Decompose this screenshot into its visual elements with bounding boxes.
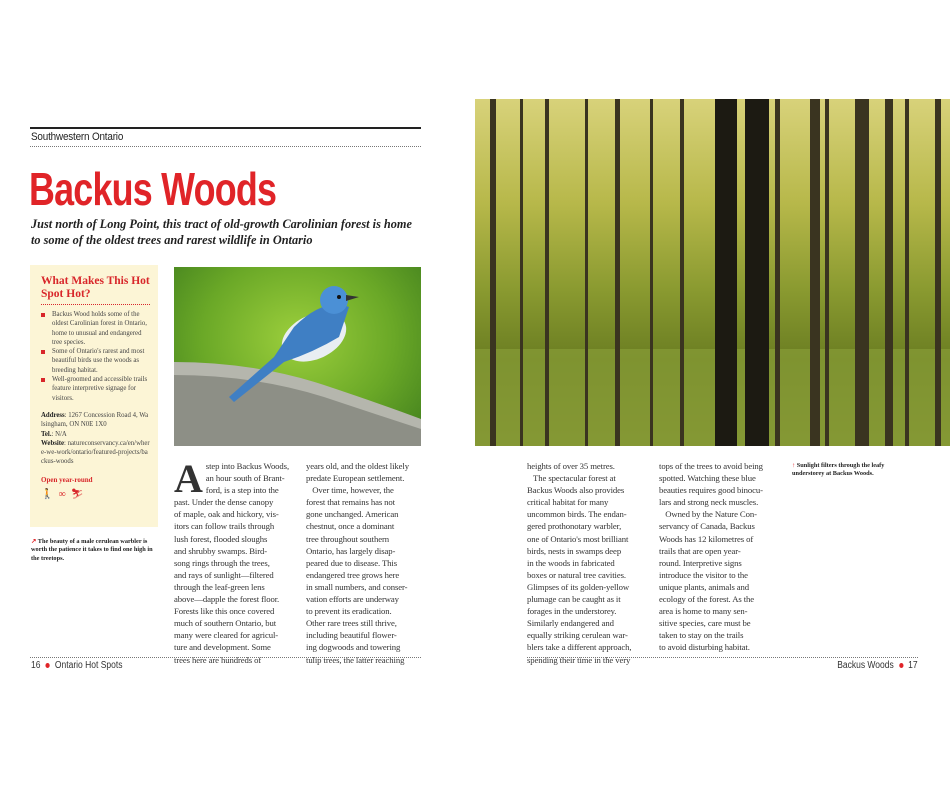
sidebar-list [41,310,150,403]
text-line: heights of over 35 metres. [527,461,615,471]
tree-trunk [615,99,620,446]
text-line: birds, nests in swamps deep [527,545,622,556]
tree-trunk [855,99,869,446]
cerulean-warbler-photo [174,267,421,446]
address-label: Address [41,411,65,419]
body-column-2 [306,460,422,666]
text-line: years old, and the oldest likely [306,461,409,471]
text-line: song rings through the trees, [174,557,270,568]
subtitle: Just north of Long Point, this tract of old-growth Carolinian forest is home to some of the oldest trees and rarest wildlife in Ontario [31,217,412,247]
text-line: servancy of Canada, Backus [659,521,755,532]
footer-right [838,660,918,671]
text-line: endangered tree grows here [306,569,400,580]
header-rule [30,127,421,129]
text-line: tulip trees, the latter reaching [306,654,405,665]
tree-trunk [520,99,523,446]
caption-text: Sunlight filters through the leafy understorey at Backus Woods. [792,462,885,478]
text-line: to avoid disturbing habitat. [659,642,750,653]
body-column-1 [174,456,298,665]
text-line: area is home to many sen- [659,606,748,617]
page-number: 16 [31,660,41,671]
cross-country-ski-icon: ⛷ [70,488,84,500]
text-line: much of southern Ontario, but [174,618,277,629]
open-hours: Open year-round [41,475,93,484]
body-column-4 [659,460,779,654]
tree-trunk [885,99,893,446]
text-line: step into Backus Woods, [205,461,290,471]
text-line: in the woods in fabricated [527,557,615,568]
activity-icons [41,489,150,500]
arrow-icon: ↗ [31,538,38,545]
sidebar-box [30,265,158,527]
drop-cap: A [174,456,203,501]
text-line: trails that are open year- [659,545,741,556]
hiking-icon: 🚶 [41,488,54,500]
text-line: equally striking cerulean war- [527,630,628,641]
text-line: to prevent its eradication. [306,606,392,617]
text-line: forages in the understorey. [527,606,617,617]
header-divider [30,146,421,147]
text-line: Ontario, has largely disap- [306,545,396,556]
text-line: lars and strong neck muscles. [659,497,759,508]
text-line: above—dapple the forest floor. [174,594,280,605]
body-column-3 [527,460,647,666]
text-line: ford, is a step into the [205,485,279,496]
text-line: through the leaf-green lens [174,581,265,592]
text-line: blers take a different approach, [527,642,632,653]
tree-trunk [810,99,820,446]
text-line: past. Under the dense canopy [174,497,274,508]
footer-divider-right [527,657,918,658]
footer-title: Ontario Hot Spots [54,660,123,671]
text-line: spotted. Watching these blue [659,473,756,484]
text-line: forest that remains has not [306,497,395,508]
text-line: boxes or natural tree cavities. [527,569,626,580]
footer-left [31,660,122,671]
text-line: Over time, however, the [306,485,394,496]
website: : natureconservancy.ca/en/where-we-work/ontario/featured-projects/backus-woods [41,439,150,466]
text-line: Backus Woods also provides [527,485,625,496]
text-line: peared due to disease. This [306,557,397,568]
contact-info [41,411,150,467]
text-line: chestnut, once a dominant [306,521,395,532]
text-line: Forests like this once covered [174,606,275,617]
text-line: Owned by the Nature Con- [659,509,757,520]
text-line: an hour south of Brant- [205,473,285,484]
list-item: Backus Wood holds some of the oldest Carolinian forest in Ontario, home to unusual and endangered tree species. [41,310,150,347]
text-line: ture and development. Some [174,642,271,653]
tree-trunk [905,99,909,446]
tel-label: Tel. [41,430,52,438]
text-line: sitive species, care must be [659,618,751,629]
bullet-icon [46,663,50,668]
text-line: The spectacular forest at [527,473,616,484]
footer-divider-left [30,657,421,658]
tree-trunk [650,99,653,446]
text-line: gered prothonotary warbler, [527,521,622,532]
list-item: Some of Ontario's rarest and most beautiful birds use the woods as breeding habitat. [41,347,150,375]
binoculars-icon: ∞ [58,488,66,500]
arrow-icon: ↑ [792,462,797,469]
bird-illustration [174,267,421,446]
tel: : N/A [51,430,67,438]
text-line: including beautiful flower- [306,630,397,641]
bird-caption [31,538,161,563]
website-label: Website [41,439,65,447]
text-line: predate European settlement. [306,473,405,484]
text-line: Other rare trees still thrive, [306,618,397,629]
text-line: tree throughout southern [306,533,390,544]
text-line: introduce the visitor to the [659,569,748,580]
forest-caption [792,462,904,479]
text-line: critical habitat for many [527,497,609,508]
text-line: of maple, oak and hickory, vis- [174,509,279,520]
tree-trunk [935,99,941,446]
page-title: Backus Woods [29,163,277,215]
text-line: ecology of the forest. As the [659,594,755,605]
text-line: and rays of sunlight—filtered [174,569,274,580]
address: : 1267 Concession Road 4, Walsingham, ON N0E 1X0 [41,411,149,429]
text-line: one of Ontario's most brilliant [527,533,629,544]
text-line: ing dogwoods and towering [306,642,401,653]
caption-text: The beauty of a male cerulean warbler is worth the patience it takes to find one high in the treetops. [31,538,153,562]
text-line: many were cleared for agricul- [174,630,279,641]
tree-trunk [585,99,588,446]
page-number: 17 [908,660,918,671]
text-line: spending their time in the very [527,654,631,665]
footer-title: Backus Woods [837,660,895,671]
text-line: lush forest, flooded sloughs [174,533,268,544]
text-line: taken to stay on the trails [659,630,744,641]
text-line: Glimpses of its golden-yellow [527,581,630,592]
text-line: plumage can be caught as it [527,594,621,605]
text-line: gone unchanged. American [306,509,399,520]
forest-photo [475,99,950,446]
text-line: Woods has 12 kilometres of [659,533,754,544]
tree-trunk [775,99,780,446]
text-line: round. Interpretive signs [659,557,742,568]
tree-trunk [715,99,737,446]
forest-trees [475,99,950,446]
text-line: tops of the trees to avoid being [659,461,763,471]
text-line: uncommon birds. The endan- [527,509,627,520]
text-line: unique plants, animals and [659,581,750,592]
sidebar-heading: What Makes This Hot Spot Hot? [41,275,150,305]
text-line: and shrubby swamps. Bird- [174,545,268,556]
text-line: itors can follow trails through [174,521,275,532]
list-item: Well-groomed and accessible trails feature interpretive signage for visitors. [41,375,150,403]
text-line: Similarly endangered and [527,618,614,629]
tree-trunk [490,99,496,446]
text-line: vation efforts are underway [306,594,399,605]
tree-trunk [825,99,829,446]
section-label: Southwestern Ontario [31,131,124,143]
text-line: in small numbers, and conser- [306,581,408,592]
tree-trunk [680,99,684,446]
tree-trunk [745,99,769,446]
bullet-icon [899,663,903,668]
text-line: trees here are hundreds of [174,654,262,665]
tree-trunk [545,99,549,446]
text-line: beauties requires good binocu- [659,485,763,496]
